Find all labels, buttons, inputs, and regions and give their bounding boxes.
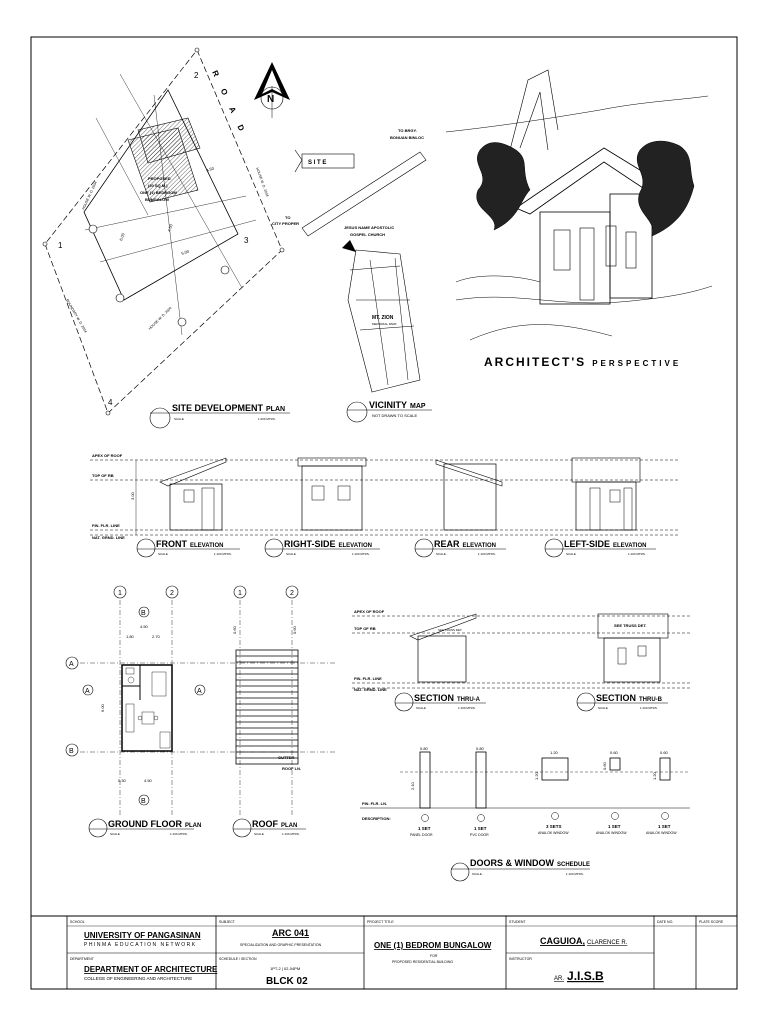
- svg-text:1:100 MTRS.: 1:100 MTRS.: [640, 706, 658, 710]
- svg-text:1:100 MTRS.: 1:100 MTRS.: [214, 552, 232, 556]
- svg-text:SCALE: SCALE: [286, 552, 296, 556]
- sched-h-4: 0.60: [602, 762, 607, 770]
- vicinity-to-city-1: TO: [285, 215, 291, 220]
- section-truss-b: SEE TRUSS DET.: [614, 623, 647, 628]
- svg-text:FRONTELEVATION: FRONT ELEVATION: [156, 539, 224, 549]
- site-corner-3: 3: [244, 236, 249, 245]
- tb-instructor: AR. J.I.S.B: [554, 969, 604, 983]
- svg-text:1:100 MTRS.: 1:100 MTRS.: [628, 552, 646, 556]
- sched-w-4: 0.60: [610, 750, 618, 755]
- svg-text:SITE DEVELOPMENTPLAN: SITE DEVELOPMENT PLAN: [172, 403, 286, 413]
- gf-grid-col-1: 1: [118, 590, 122, 597]
- svg-text:NOT DRAWN TO SCALE: NOT DRAWN TO SCALE: [372, 413, 418, 418]
- tb-student: CAGUIOA, CLARENCE R.: [540, 936, 628, 946]
- proposed-line-4: BUNGALOW: [145, 197, 169, 202]
- tb-subject-label: SUBJECT: [219, 920, 235, 924]
- gf-dim-top-right: 2.70: [152, 634, 160, 639]
- site-dim-2: 6.00: [118, 232, 126, 242]
- sched-qty-5: 1 SET: [658, 824, 671, 829]
- roof-plan-title: [233, 819, 306, 837]
- vicinity-mt-zion: MT. ZION: [372, 315, 394, 321]
- svg-text:1:100 MTRS.: 1:100 MTRS.: [282, 832, 300, 836]
- schedule-fin-label: FIN. FLR. LN.: [362, 801, 388, 806]
- gf-section-b-bottom: B: [141, 798, 146, 805]
- site-corner-4: 4: [108, 398, 113, 407]
- rear-elevation-title: [415, 539, 506, 557]
- tb-department-label: DEPARTMENT: [70, 957, 94, 961]
- gf-section-a-left: A: [85, 688, 90, 695]
- tb-college: COLLEGE OF ENGINEERING AND ARCHITECTURE: [84, 976, 193, 981]
- site-boundary-2: HOUSE W. D. 2004: [255, 166, 270, 198]
- svg-text:1:100 MTRS.: 1:100 MTRS.: [566, 872, 584, 876]
- vicinity-church-1: JESUS NAME APOSTOLIC: [344, 225, 395, 230]
- elev-level-nat: NAT. GRND. LINE: [92, 535, 125, 540]
- sched-type-4: ANALOK WINDOW: [596, 831, 627, 835]
- svg-text:DOORS & WINDOWSCHEDULE: DOORS & WINDOW SCHEDULE: [470, 858, 591, 868]
- svg-text:SCALE: SCALE: [110, 832, 120, 836]
- gf-section-a-right: A: [197, 688, 202, 695]
- right-side-elevation-title: [265, 539, 380, 557]
- site-dim-3: 5.00: [180, 248, 190, 256]
- vicinity-site-label: S I T E: [308, 160, 327, 166]
- svg-text:SCALE: SCALE: [566, 552, 576, 556]
- site-development-plan: [43, 48, 284, 415]
- proposed-line-1: PROPOSED: [148, 176, 171, 181]
- svg-text:ROOFPLAN: ROOF PLAN: [252, 819, 298, 829]
- section-a-title: [395, 693, 486, 711]
- sched-w-1: 0.80: [420, 746, 428, 751]
- gf-grid-row-a: A: [69, 661, 74, 668]
- tb-subject: ARC 041: [272, 928, 310, 938]
- site-dim-4: 4.50: [166, 223, 174, 233]
- svg-text:SECTIONTHRU-A: SECTION THRU-A: [414, 693, 481, 703]
- ground-floor-title: [89, 819, 201, 837]
- gf-dim-top-left: 1.80: [126, 634, 134, 639]
- svg-text:REARELEVATION: REAR ELEVATION: [434, 539, 496, 549]
- gf-grid-col-2: 2: [170, 590, 174, 597]
- tb-project-for: FOR: [430, 954, 438, 958]
- roof-grid-col-1: 1: [238, 590, 242, 597]
- sched-qty-4: 1 SET: [608, 824, 621, 829]
- svg-text:GROUND FLOORPLAN: GROUND FLOOR PLAN: [108, 819, 202, 829]
- svg-text:N: N: [267, 94, 275, 105]
- sched-w-3: 1.20: [550, 750, 558, 755]
- sections: [352, 609, 690, 711]
- tb-schedule-time: 1PT-2 | 02-04PM: [270, 966, 301, 971]
- sched-h-1: 2.10: [410, 782, 415, 790]
- svg-text:SCALE: SCALE: [416, 706, 426, 710]
- left-side-elevation-title: [545, 539, 656, 557]
- tb-network: PHINMA EDUCATION NETWORK: [84, 942, 197, 948]
- schedule-desc-label: DESCRIPTION:: [362, 816, 391, 821]
- section-level-fin: FIN. FLR. LINE: [354, 676, 382, 681]
- vicinity-map: [272, 128, 426, 392]
- roof-dim-2: 0.60: [292, 626, 297, 634]
- svg-text:SCALE: SCALE: [472, 872, 482, 876]
- sched-type-5: ANALOK WINDOW: [646, 831, 677, 835]
- gf-dim-bottom-left: 0.30: [118, 778, 126, 783]
- svg-text:1:100 MTRS.: 1:100 MTRS.: [352, 552, 370, 556]
- sched-type-2: PVC DOOR: [470, 833, 489, 837]
- svg-text:SECTIONTHRU-B: SECTION THRU-B: [596, 693, 663, 703]
- tb-school-label: SCHOOL: [70, 920, 85, 924]
- elev-level-rb: TOP OF RB: [92, 473, 114, 478]
- elev-level-fin: FIN. FLR. LINE: [92, 523, 120, 528]
- north-arrow-icon: [254, 62, 290, 118]
- sched-qty-3: 3 SETS: [546, 824, 562, 829]
- perspective-title: ARCHITECT'S PERSPECTIVE: [484, 355, 682, 369]
- section-level-nat: NAT. GRND. LINE: [354, 687, 387, 692]
- roof-line-label: ROOF LN.: [282, 766, 302, 771]
- elev-height-dim: 3.00: [130, 492, 135, 500]
- site-corner-1: 1: [58, 241, 63, 250]
- tb-plate-label: PLATE SCORE: [699, 920, 724, 924]
- sched-qty-2: 1 SET: [474, 826, 487, 831]
- tb-school: UNIVERSITY OF PANGASINAN: [84, 931, 201, 940]
- svg-text:RIGHT-SIDEELEVATION: RIGHT-SIDE ELEVATION: [284, 539, 372, 549]
- gf-dim-left: 6.00: [100, 704, 105, 712]
- site-boundary-3: HOUSE W. D. 2004: [147, 306, 173, 331]
- svg-text:SCALE: SCALE: [436, 552, 446, 556]
- tb-department: DEPARTMENT OF ARCHITECTURE: [84, 965, 218, 974]
- elevations: [90, 453, 680, 557]
- svg-text:1:200 MTRS.: 1:200 MTRS.: [258, 417, 276, 421]
- svg-text:VICINITYMAP: VICINITY MAP: [369, 400, 426, 410]
- proposed-line-2: (20 SQ.M.): [148, 183, 168, 188]
- vicinity-church-2: GOSPEL CHURCH: [350, 232, 386, 237]
- svg-text:1:100 MTRS.: 1:100 MTRS.: [458, 706, 476, 710]
- door-window-schedule: [360, 746, 690, 881]
- gf-grid-row-b: B: [69, 748, 74, 755]
- section-b-title: [577, 693, 668, 711]
- vicinity-to-brgy-1: TO BRGY.: [398, 128, 417, 133]
- sched-type-3: ANALOK WINDOW: [538, 831, 569, 835]
- site-plan-title: [150, 403, 290, 428]
- proposed-line-3: ONE (1) BEDROOM: [140, 190, 177, 195]
- tb-section: BLCK 02: [266, 976, 308, 987]
- front-elevation-title: [137, 539, 240, 557]
- ground-floor-plan: [66, 586, 208, 837]
- sched-w-2: 0.80: [476, 746, 484, 751]
- site-boundary-1: HOUSE W. D. 2004: [81, 180, 98, 211]
- roof-grid-col-2: 2: [290, 590, 294, 597]
- tb-date-label: DATE NO.: [657, 920, 674, 924]
- sched-h-3: 1.20: [534, 772, 539, 780]
- vicinity-to-brgy-2: BONUAN BINLOC: [390, 135, 424, 140]
- sched-h-5: 1.20: [652, 772, 657, 780]
- tb-project-label: PROJECT TITLE: [367, 920, 394, 924]
- elev-level-apex: APEX OF ROOF: [92, 453, 123, 458]
- svg-text:SCALE: SCALE: [158, 552, 168, 556]
- tb-instructor-label: INSTRUCTOR: [509, 957, 532, 961]
- svg-text:1:100 MTRS.: 1:100 MTRS.: [478, 552, 496, 556]
- site-dim-1: 4.50: [205, 165, 215, 173]
- site-boundary-4: BOUNDARY W. D. 2004: [65, 298, 88, 334]
- svg-text:SCALE: SCALE: [174, 417, 184, 421]
- sched-type-1: PANEL DOOR: [410, 833, 433, 837]
- site-corner-2: 2: [194, 71, 199, 80]
- svg-text:SCALE: SCALE: [598, 706, 608, 710]
- roof-gutter-label: GUTTER: [278, 755, 295, 760]
- gf-dim-top: 4.50: [140, 624, 148, 629]
- tb-project-owner: PROPOSED RESIDENTIAL BUILDING: [392, 960, 454, 964]
- gf-section-b-top: B: [141, 610, 146, 617]
- architect-perspective: [446, 70, 712, 369]
- title-block: [31, 916, 737, 989]
- tb-project: ONE (1) BEDROM BUNGALOW: [374, 941, 492, 950]
- section-level-rb: TOP OF RB: [354, 626, 376, 631]
- section-level-apex: APEX OF ROOF: [354, 609, 385, 614]
- sched-w-5: 0.60: [660, 750, 668, 755]
- svg-text:LEFT-SIDEELEVATION: LEFT-SIDE ELEVATION: [564, 539, 647, 549]
- road-label: R O A D: [210, 69, 249, 138]
- tb-student-label: STUDENT: [509, 920, 526, 924]
- section-truss-a: SEE TRUSS DET.: [438, 628, 463, 632]
- schedule-title: [451, 858, 590, 881]
- gf-dim-bottom: 4.50: [144, 778, 152, 783]
- roof-dim-1: 0.60: [232, 626, 237, 634]
- tb-schedule-label: SCHEDULE / SECTION: [219, 957, 257, 961]
- vicinity-memorial: MEMORIAL PARK: [372, 322, 397, 326]
- svg-text:SCALE: SCALE: [254, 832, 264, 836]
- sched-qty-1: 1 SET: [418, 826, 431, 831]
- tb-subject-desc: SPECIALIZATION AND GRAPHIC PRESENTATION: [240, 943, 322, 947]
- vicinity-map-title: [347, 400, 432, 422]
- vicinity-to-city-2: CITY PROPER: [272, 221, 300, 226]
- svg-text:1:100 MTRS.: 1:100 MTRS.: [170, 832, 188, 836]
- roof-plan: [210, 586, 336, 837]
